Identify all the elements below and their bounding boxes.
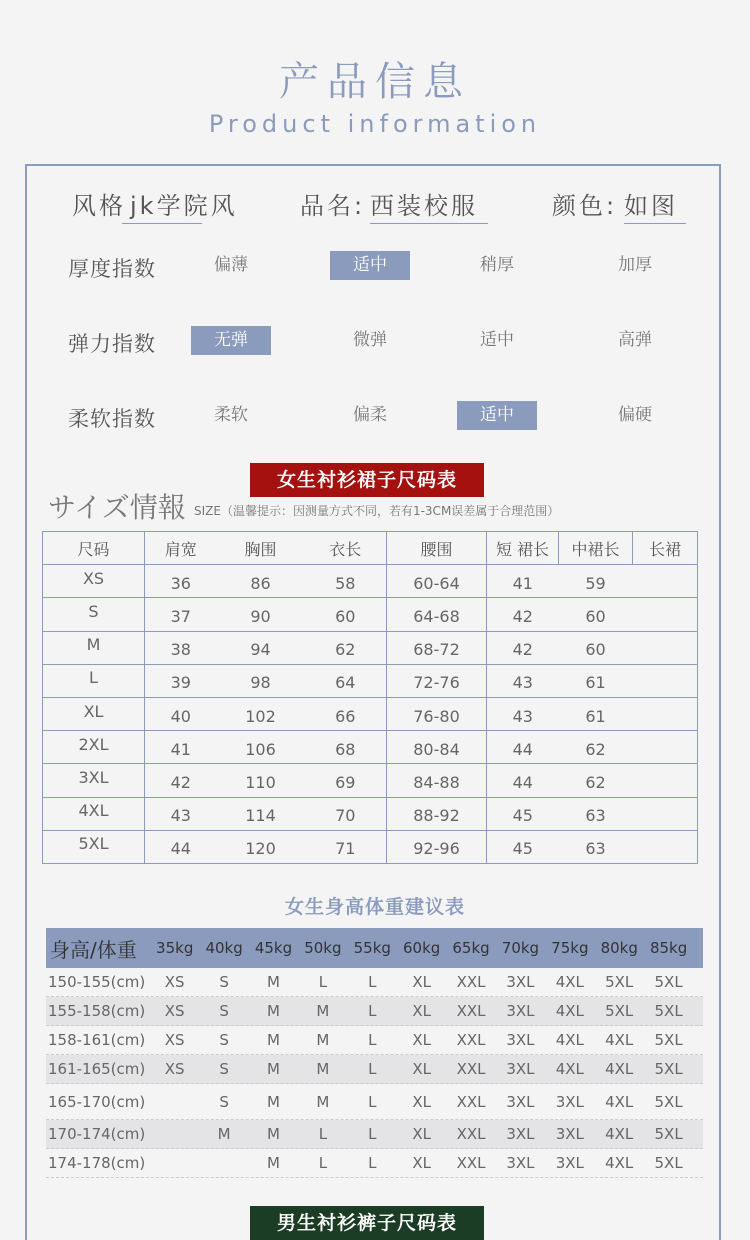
size-cell: 94 [217,631,305,664]
size-cell [633,697,698,730]
size-cell: M [267,1154,280,1172]
size-cell: 44 [145,830,217,863]
size-cell: 5XL [605,973,634,991]
size-cell: 3XL [506,1002,535,1020]
size-cell: 4XL [555,973,584,991]
size-cell: L [368,1060,377,1078]
size-cell: 3XL [506,1154,535,1172]
weight-col-header: 身高/体重 [50,937,137,962]
height-range-cell: 165-170(cm) [48,1092,146,1111]
size-cell: L [368,1154,377,1172]
weight-col-header: 85kg [649,939,688,957]
size-cell: M [316,1060,330,1078]
size-cell: 5XL [654,1002,683,1020]
size-cell: XL [43,697,145,730]
size-cell: 3XL [555,1154,584,1172]
index-label: 弹力指数 [68,332,156,356]
size-cell: L [318,973,328,991]
size-cell: XXL [456,1002,486,1020]
weight-col-header: 80kg [600,939,638,957]
index-option: 偏硬 [618,405,652,425]
size-cell: 61 [559,697,633,730]
size-cell: 64 [305,664,387,697]
boys-size-banner: 男生衬衫裤子尺码表 [250,1206,484,1240]
size-cell: 102 [217,697,305,730]
size-cell: XXL [456,1031,486,1049]
size-cell: XL [412,1002,431,1020]
weight-col-header: 45kg [254,939,293,957]
size-cell: XL [412,1031,431,1049]
table-row [46,1149,703,1178]
size-cell: XL [412,1154,431,1172]
size-cell: 120 [217,830,305,863]
size-cell: S [219,1031,229,1049]
size-cell: XS [43,565,145,598]
size-cell: 62 [559,731,633,764]
size-cell: 4XL [555,1060,584,1078]
size-cell: 43 [487,664,559,697]
size-cell: 69 [305,764,387,797]
weight-col-header: 65kg [452,939,490,957]
name-label: 品名: [300,192,366,220]
size-cell: 4XL [605,1060,634,1078]
table-row [43,664,698,697]
size-col-header: 肩宽 [145,532,217,565]
size-cell: 4XL [605,1154,634,1172]
size-cell: 58 [305,565,387,598]
name-value: 西装校服 [370,186,488,224]
height-range-cell: 161-165(cm) [48,1060,146,1078]
table-row [46,1120,703,1149]
size-cell: 41 [145,731,217,764]
size-cell: XS [164,1060,185,1078]
size-cell: L [368,1002,377,1020]
size-cell [633,598,698,631]
size-cell: 5XL [654,1125,683,1143]
size-cell: 86 [217,565,305,598]
size-cell: L [43,664,145,697]
size-cell: M [267,973,280,991]
size-cell: 42 [487,598,559,631]
table-row [46,1026,703,1055]
height-range-cell: 170-174(cm) [48,1125,146,1143]
table-row [43,598,698,631]
size-cell: 39 [145,664,217,697]
page-subtitle: Product information [208,110,542,138]
size-col-header: 衣长 [305,532,387,565]
size-cell: M [267,1031,280,1049]
size-cell: 66 [305,697,387,730]
size-cell: 70 [305,797,387,830]
product-info-row [0,186,750,220]
size-cell: M [316,1002,330,1020]
index-option: 加厚 [618,255,652,275]
size-cell: XL [412,1092,431,1111]
size-cell: XXL [456,1092,486,1111]
size-cell: 90 [217,598,305,631]
size-cell: 88-92 [387,797,487,830]
size-cell [633,664,698,697]
index-option-selected: 适中 [330,251,410,280]
size-cell: 3XL [506,1060,535,1078]
size-cell: XXL [456,1154,486,1172]
size-cell: 68-72 [387,631,487,664]
size-cell: 44 [487,764,559,797]
table-row [43,631,698,664]
size-cell: 5XL [654,1060,683,1078]
index-option: 稍厚 [480,255,514,275]
color-value: 如图 [624,186,686,224]
size-note: SIZE（温馨提示：因测量方式不同，若有1-3CM误差属于合理范围） [194,504,560,518]
size-cell: L [368,1125,377,1143]
size-cell: 63 [559,830,633,863]
size-cell: XXL [456,973,486,991]
size-cell: XS [164,1002,185,1020]
index-option: 高弹 [618,330,652,350]
index-option: 柔软 [214,405,248,425]
size-cell: M [316,1092,330,1111]
size-cell: S [219,1002,229,1020]
size-cell: 84-88 [387,764,487,797]
table-row [46,1084,703,1120]
size-cell: 71 [305,830,387,863]
size-col-header: 中裙长 [559,532,633,565]
weight-col-header: 50kg [304,939,342,957]
size-cell: M [267,1002,280,1020]
size-cell: 5XL [43,830,145,863]
table-row [43,830,698,863]
index-option: 微弹 [353,330,387,350]
index-option: 适中 [480,330,514,350]
size-cell [633,565,698,598]
height-weight-header [46,928,703,968]
size-cell: 60 [559,598,633,631]
size-cell: 98 [217,664,305,697]
size-cell: M [43,631,145,664]
table-row [43,764,698,797]
size-cell: 4XL [605,1031,634,1049]
recommend-title: 女生身高体重建议表 [284,896,465,918]
size-cell: 72-76 [387,664,487,697]
size-cell: 4XL [605,1125,634,1143]
weight-col-header: 35kg [156,939,194,957]
size-cell [633,830,698,863]
size-cell: 3XL [506,1092,535,1111]
size-cell: 37 [145,598,217,631]
index-option-selected: 无弹 [191,326,271,355]
size-cell: M [316,1031,330,1049]
size-cell: M [217,1125,231,1143]
size-cell: 41 [487,565,559,598]
table-row [43,731,698,764]
size-col-header: 尺码 [43,532,145,565]
weight-col-header: 55kg [353,939,391,957]
size-cell: 45 [487,797,559,830]
index-label: 柔软指数 [68,407,156,431]
weight-col-header: 70kg [501,939,540,957]
size-cell: 60 [305,598,387,631]
size-cell: 92-96 [387,830,487,863]
size-cell: 4XL [605,1092,634,1111]
size-cell: L [368,973,377,991]
size-cell: L [318,1125,328,1143]
weight-col-header: 60kg [403,939,441,957]
size-cell: 4XL [555,1031,584,1049]
size-cell: 3XL [506,1125,535,1143]
size-cell: 3XL [555,1125,584,1143]
size-cell: 3XL [43,764,145,797]
size-col-header: 胸围 [217,532,305,565]
size-cell: 63 [559,797,633,830]
table-row [46,1055,703,1084]
size-cell: 60-64 [387,565,487,598]
size-cell: M [267,1125,280,1143]
size-cell: 5XL [654,1092,683,1111]
weight-col-header: 40kg [205,939,243,957]
size-cell: 64-68 [387,598,487,631]
size-cell: 68 [305,731,387,764]
index-label: 厚度指数 [68,257,156,281]
size-cell: 60 [559,631,633,664]
size-cell: 4XL [555,1002,584,1020]
size-cell: 5XL [654,1031,683,1049]
size-cell: XXL [456,1125,486,1143]
size-cell: L [318,1154,328,1172]
size-cell: L [368,1031,377,1049]
size-cell: 4XL [43,797,145,830]
size-cell: 62 [559,764,633,797]
size-cell: XL [412,1125,431,1143]
size-cell: 43 [487,697,559,730]
size-cell: 3XL [506,973,535,991]
size-info-title: サイズ情報 [48,491,186,524]
page-title: 产品信息 [279,59,471,105]
table-row [43,565,698,598]
size-col-header: 腰围 [387,532,487,565]
size-cell: XL [412,1060,431,1078]
style-value: jk学院风 [122,186,202,224]
height-range-cell: 155-158(cm) [48,1002,146,1020]
size-cell: 5XL [605,1002,634,1020]
size-cell: 59 [559,565,633,598]
table-row [43,697,698,730]
size-cell: 45 [487,830,559,863]
table-row [43,797,698,830]
size-cell: 3XL [555,1092,584,1111]
size-cell: S [219,1060,229,1078]
index-option: 偏柔 [353,405,387,425]
size-cell: 38 [145,631,217,664]
size-cell [633,731,698,764]
table-row [46,968,703,997]
weight-col-header: 75kg [551,939,589,957]
size-cell: XS [164,1031,185,1049]
height-range-cell: 150-155(cm) [48,973,146,991]
size-cell: XS [164,973,185,991]
size-cell: M [267,1092,280,1111]
size-cell: 5XL [654,1154,683,1172]
size-cell [633,764,698,797]
size-cell: 80-84 [387,731,487,764]
size-col-header: 短 裙长 [487,532,559,565]
height-range-cell: 174-178(cm) [48,1154,146,1172]
size-cell: XL [412,973,431,991]
size-cell: 36 [145,565,217,598]
size-cell: 5XL [654,973,683,991]
size-cell: S [43,598,145,631]
size-table-header [43,532,698,565]
size-cell: 3XL [506,1031,535,1049]
size-cell: 43 [145,797,217,830]
index-option-selected: 适中 [457,401,537,430]
size-cell: 2XL [43,731,145,764]
index-option: 偏薄 [214,255,248,275]
size-cell: 40 [145,697,217,730]
size-cell: M [267,1060,280,1078]
height-range-cell: 158-161(cm) [48,1031,146,1049]
height-weight-table [46,928,703,1178]
size-cell: 44 [487,731,559,764]
size-cell: 110 [217,764,305,797]
girls-size-table [42,531,698,864]
size-cell: 106 [217,731,305,764]
size-cell: 76-80 [387,697,487,730]
size-cell: L [368,1092,377,1111]
size-cell: 114 [217,797,305,830]
size-cell: 61 [559,664,633,697]
size-cell: 62 [305,631,387,664]
size-cell: S [219,1092,229,1111]
size-cell: S [219,973,229,991]
style-label: 风格 [72,192,126,220]
girls-size-banner: 女生衬衫裙子尺码表 [250,463,484,497]
size-cell: 42 [487,631,559,664]
color-label: 颜色: [552,192,618,220]
size-cell [633,797,698,830]
table-row [46,997,703,1026]
size-col-header: 长裙 [633,532,698,565]
size-cell: XXL [456,1060,486,1078]
size-cell [633,631,698,664]
size-cell: 42 [145,764,217,797]
